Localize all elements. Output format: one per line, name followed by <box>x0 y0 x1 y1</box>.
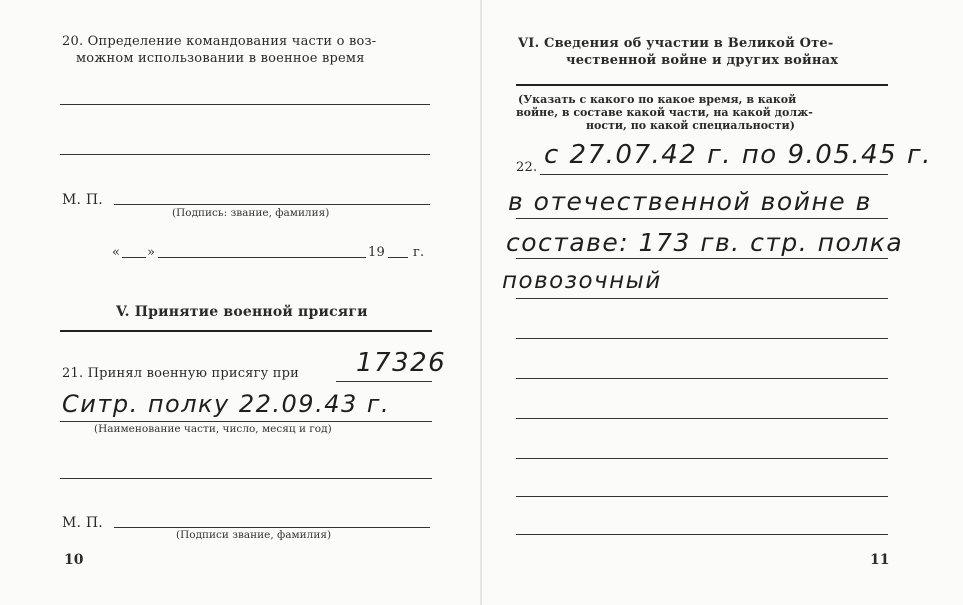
mp1-stamp-label: М. П. <box>62 192 103 208</box>
date-month-line <box>158 257 366 258</box>
item21-unit-line <box>336 381 432 382</box>
section6-title-line1: VI. Сведения об участии в Великой Оте- <box>518 36 834 51</box>
date-day-line <box>122 257 146 258</box>
instructions-line3: ности, по какой специальности) <box>586 119 795 132</box>
left-page <box>0 0 480 605</box>
item22-line-5 <box>516 338 888 339</box>
item22-line-7 <box>516 418 888 419</box>
right-page <box>482 0 963 605</box>
item21-caption: (Наименование части, число, месяц и год) <box>94 423 332 435</box>
item22-line-3 <box>516 258 888 259</box>
item22-handwritten-line4: повозочный <box>502 268 662 294</box>
item20-answer-line-1 <box>60 104 430 105</box>
date-year-line <box>388 257 408 258</box>
item21-answer-line <box>60 421 432 422</box>
item21-handwritten-line2: Cитр. полку 22.09.43 г. <box>62 390 391 418</box>
item22-handwritten-line2: в отечественной войне в <box>508 187 872 216</box>
section5-rule <box>60 330 432 332</box>
item22-handwritten-line1: с 27.07.42 г. по 9.05.45 г. <box>544 140 932 170</box>
section5-title: V. Принятие военной присяги <box>116 304 368 320</box>
instructions-line1: (Указать с какого по какое время, в какой <box>518 93 797 106</box>
item22-line-10 <box>516 534 888 535</box>
mp2-signature-caption: (Подписи звание, фамилия) <box>176 529 332 541</box>
item20-line2: можном использовании в военное время <box>76 51 365 66</box>
right-page-number: 11 <box>870 552 890 568</box>
item22-handwritten-line3: составе: 173 гв. стр. полка <box>506 228 904 257</box>
item22-line-8 <box>516 458 888 459</box>
date-year-prefix: 19 <box>368 245 385 260</box>
item21-label: 21. Принял военную присягу при <box>62 366 300 381</box>
section6-rule <box>516 84 888 86</box>
date-open-quote: « <box>112 245 121 260</box>
item22-line-9 <box>516 496 888 497</box>
item22-number: 22. <box>516 160 538 175</box>
item21-extra-line <box>60 478 432 479</box>
date-year-suffix: г. <box>413 245 425 260</box>
item21-handwritten-unit: 17326 <box>356 348 447 378</box>
item22-line-2 <box>516 218 888 219</box>
item22-line-6 <box>516 378 888 379</box>
mp1-signature-caption: (Подпись: звание, фамилия) <box>172 207 330 219</box>
item20-answer-line-2 <box>60 154 430 155</box>
mp1-signature-line <box>114 204 430 205</box>
section6-title-line2: чественной войне и других войнах <box>566 53 839 68</box>
item22-line-4 <box>516 298 888 299</box>
instructions-line2: войне, в составе какой части, на какой долж- <box>516 106 813 119</box>
item22-line-1 <box>540 174 888 175</box>
left-page-number: 10 <box>64 552 84 568</box>
date-close-quote: » <box>147 245 156 260</box>
mp2-signature-line <box>114 527 430 528</box>
item20-line1: 20. Определение командования части о воз- <box>62 34 377 49</box>
mp2-stamp-label: М. П. <box>62 515 103 531</box>
